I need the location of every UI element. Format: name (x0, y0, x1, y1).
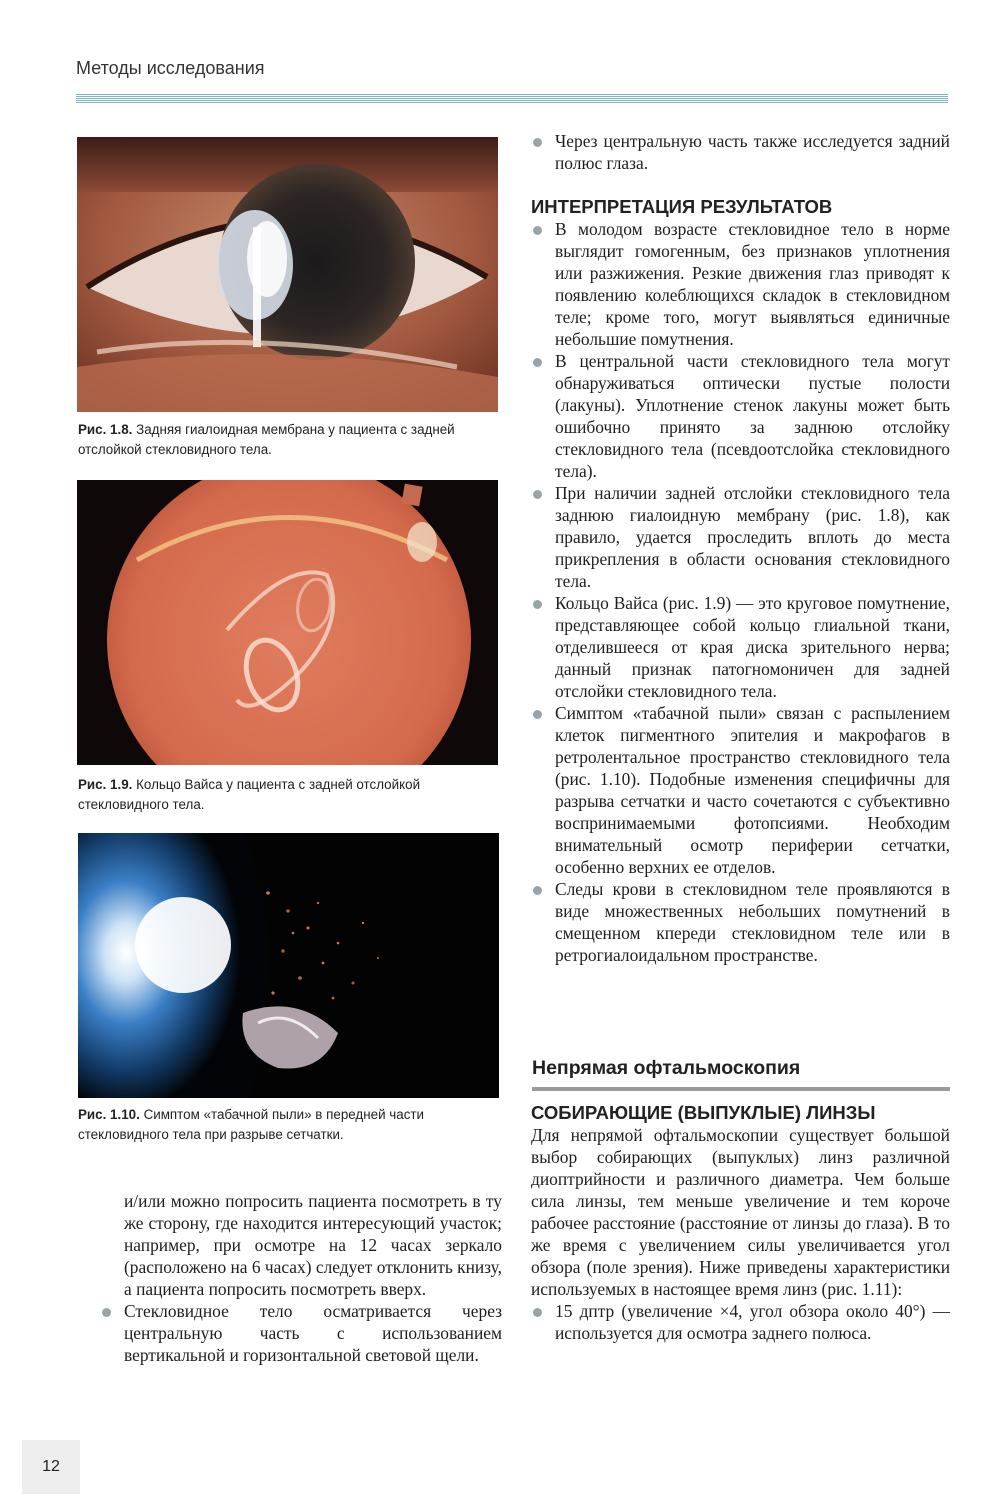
continuation-paragraph: и/или можно попросить пациента посмотреть в ту же сторону, где находится интересующий участок; например, при осмотре на 12 часах зеркало (расположено на 6 часах) следует отклонить книзу, а пациента попросить посмотреть вверх. (124, 1191, 502, 1299)
header-rule (76, 94, 948, 103)
bullet-item: Симптом «табачной пыли» связан с распылением клеток пигментного эпителия и макрофагов в ретролентальное пространство стекловидного тела (рис. 1.10). Подобные изменения специфичны для разрыва сетчатки и часто сочетаются с субъективно воспринимаемыми фотопсиями. Необходим внимательный осмотр периферии сетчатки, особенно верхних ее отделов. (531, 702, 950, 878)
figure-label: Рис. 1.8. (78, 422, 133, 437)
figure-1-8-image (77, 137, 498, 412)
bullet-item: Следы крови в стекловидном теле проявляются в виде множественных небольших помутнений в смещенном кпереди стекловидном теле или в ретрогиалоидальном пространстве. (531, 878, 950, 966)
figure-caption-text: Симптом «табачной пыли» в передней части стекловидного тела при разрыве сетчатки. (78, 1107, 425, 1142)
left-column (100, 1190, 502, 1366)
figure-caption-text: Задняя гиалоидная мембрана у пациента с задней отслойкой стекловидного тела. (78, 422, 455, 457)
top-bullet-list (531, 130, 950, 174)
bullet-item: Кольцо Вайса (рис. 1.9) — это круговое помутнение, представляющее собой кольцо глиальной ткани, отделившееся от края диска зрительного нерва; данный признак патогномоничен для задней отслойки стекловидного тела. (531, 592, 950, 702)
figure-caption-text: Кольцо Вайса у пациента с задней отслойкой стекловидного тела. (78, 777, 421, 812)
interpretation-heading: ИНТЕРПРЕТАЦИЯ РЕЗУЛЬТАТОВ (531, 196, 833, 217)
lenses-block (531, 1102, 950, 1344)
left-bullet-list (100, 1300, 502, 1366)
interpretation-bullet-list (531, 218, 950, 966)
figure-1-10-caption (78, 1105, 503, 1145)
page-number: 12 (22, 1440, 80, 1494)
figure-1-9-image (77, 480, 498, 765)
bullet-item: В центральной части стекловидного тела могут обнаруживаться оптически пустые полости (лакуны). Уплотнение стенок лакуны может быть ошибочно принято за заднюю отслойку стекловидного тела (псевдоотслойка стекловидного тела). (531, 350, 950, 482)
section-heading: Непрямая офтальмоскопия (532, 1057, 801, 1079)
bullet-item: Стекловидное тело осматривается через центральную часть с использованием вертикальной и горизонтальной световой щели. (100, 1300, 502, 1366)
lenses-heading: СОБИРАЮЩИЕ (ВЫПУКЛЫЕ) ЛИНЗЫ (531, 1102, 876, 1123)
running-head: Методы исследования (76, 58, 265, 78)
bullet-item: Через центральную часть также исследуется задний полюс глаза. (531, 130, 950, 174)
figure-label: Рис. 1.9. (78, 777, 133, 792)
right-column (531, 130, 950, 966)
lenses-bullet-list (531, 1300, 950, 1344)
section-rule (532, 1087, 950, 1091)
bullet-item: При наличии задней отслойки стекловидного тела заднюю гиалоидную мембрану (рис. 1.8), как правило, удается проследить вплоть до места прикрепления в области основания стекловидного тела. (531, 482, 950, 592)
figure-label: Рис. 1.10. (78, 1107, 140, 1122)
figure-1-8-caption (78, 420, 503, 460)
figure-1-10-image (78, 833, 499, 1098)
figure-1-9-caption (78, 775, 503, 815)
bullet-item: 15 дптр (увеличение ×4, угол обзора около 40°) — используется для осмотра заднего полюса. (531, 1300, 950, 1344)
bullet-item: В молодом возрасте стекловидное тело в норме выглядит гомогенным, без признаков уплотнения или разжижения. Резкие движения глаз приводят к появлению колеблющихся складок в стекловидном теле; кроме того, могут выявляться единичные небольшие помутнения. (531, 218, 950, 350)
lenses-paragraph: Для непрямой офтальмоскопии существует большой выбор собирающих (выпуклых) линз различной диоптрийности и различного диаметра. Чем больше сила линзы, тем меньше увеличение и тем короче рабочее расстояние (расстояние от линзы до глаза). В то же время с увеличением силы увеличивается угол обзора (поле зрения). Ниже приведены характеристики используемых в настоящее время линз (рис. 1.11): (531, 1125, 950, 1299)
